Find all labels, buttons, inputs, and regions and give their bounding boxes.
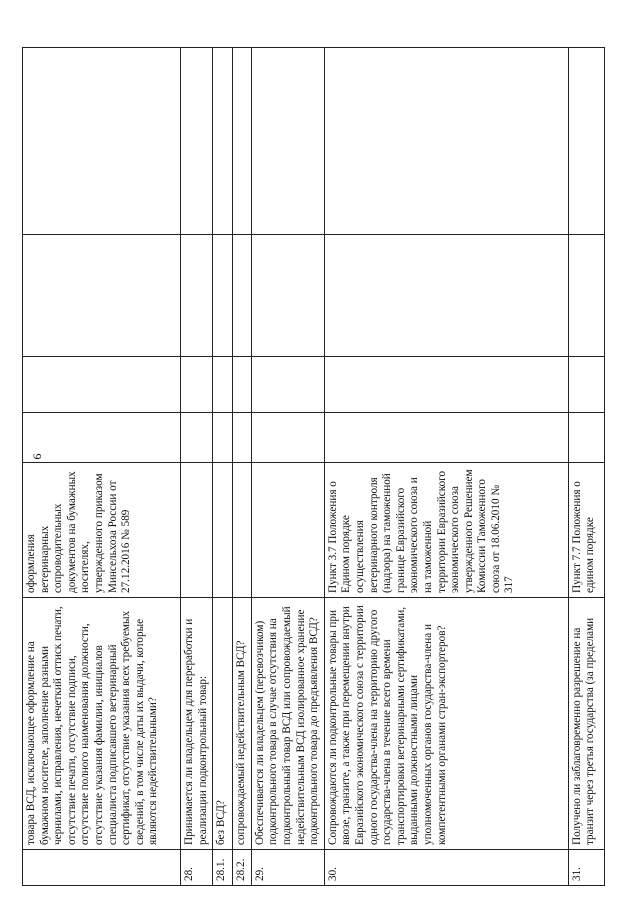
blank-cell (251, 48, 324, 235)
question-cell: без ВСД? (213, 598, 233, 850)
reference-cell: оформления ветеринарных сопроводительных документов на бумажных носителях, утвержденного приказом Минсельхоза России от 27.12.2016 № 589 (23, 463, 181, 598)
question-cell: Принимается ли владельцем для переработки и реализации подконтрольный товар: (181, 598, 213, 850)
table-row (181, 48, 213, 886)
row-number: 28. (181, 850, 213, 886)
blank-cell (213, 48, 233, 235)
blank-cell (23, 413, 181, 463)
blank-cell (233, 357, 252, 413)
blank-cell (181, 413, 213, 463)
reference-cell: Пункт 7.7 Положения о едином порядке (568, 463, 604, 598)
table-row (568, 48, 604, 886)
row-number: 28.2. (233, 850, 252, 886)
blank-cell (23, 357, 181, 413)
checklist-table (22, 47, 605, 886)
table-row (213, 48, 233, 886)
blank-cell (213, 413, 233, 463)
blank-cell (213, 357, 233, 413)
blank-cell (568, 48, 604, 235)
reference-cell (233, 463, 252, 598)
table-row (324, 48, 568, 886)
question-cell: Обеспечивается ли владельцем (перевозчиком) подконтрольного товара в случае отсутствия на подконтрольный товар ВСД или сопровождаемый недействительным ВСД изолированное хранение подконтрольного товара до предъявления ВСД? (251, 598, 324, 850)
blank-cell (324, 357, 568, 413)
table-row (233, 48, 252, 886)
blank-cell (568, 235, 604, 357)
rotated-table-canvas (22, 48, 602, 886)
reference-cell (213, 463, 233, 598)
blank-cell (233, 48, 252, 235)
question-cell: товара ВСД, исключающее оформление на бумажном носителе, заполнение разными чернилами, исправления, нечеткий оттиск печати, отсутствие печати, отсутствие подписи, отсутствие полного наименования должности, отсутствие указания фамилии, инициалов специалиста подписавшего ветеринарный сертификат, отсутствие указания всех требуемых сведений, в том числе даты их выдачи, которые являются недействительными? (23, 598, 181, 850)
blank-cell (181, 357, 213, 413)
question-cell: Сопровождаются ли подконтрольные товары при ввозе, транзите, а также при перемещении внутри Евразийского экономического союза с территории одного государства-члена на территорию другого государства-члена в течение всего времени транспортировки ветеринарными сертификатами, выданными должностными лицами уполномоченных органов государства-члена и компетентными органами стран-экспортеров? (324, 598, 568, 850)
row-number: 31. (568, 850, 604, 886)
row-number (23, 850, 181, 886)
question-cell: Получено ли заблаговременно разрешение на транзит через третья государства (за пределами (568, 598, 604, 850)
blank-cell (324, 413, 568, 463)
blank-cell (324, 235, 568, 357)
blank-cell (251, 413, 324, 463)
reference-cell (251, 463, 324, 598)
blank-cell (181, 235, 213, 357)
row-number: 28.1. (213, 850, 233, 886)
blank-cell (251, 357, 324, 413)
blank-cell (233, 413, 252, 463)
reference-cell (181, 463, 213, 598)
blank-cell (324, 48, 568, 235)
blank-cell (233, 235, 252, 357)
table-row (23, 48, 181, 886)
row-number: 29. (251, 850, 324, 886)
blank-cell (568, 413, 604, 463)
table-row (251, 48, 324, 886)
page-number: 9 (30, 453, 45, 460)
question-cell: сопровождаемый недействительным ВСД? (233, 598, 252, 850)
blank-cell (213, 235, 233, 357)
blank-cell (23, 48, 181, 235)
blank-cell (251, 235, 324, 357)
reference-cell: Пункт 3.7 Положения о Едином порядке осуществления ветеринарного контроля (надзора) на таможенной границе Евразийского экономического союза и на таможенной территории Евразийского экономического союза утвержденного Решением Комиссии Таможенного союза от 18.06.2010 № 317 (324, 463, 568, 598)
blank-cell (23, 235, 181, 357)
blank-cell (568, 357, 604, 413)
blank-cell (181, 48, 213, 235)
row-number: 30. (324, 850, 568, 886)
